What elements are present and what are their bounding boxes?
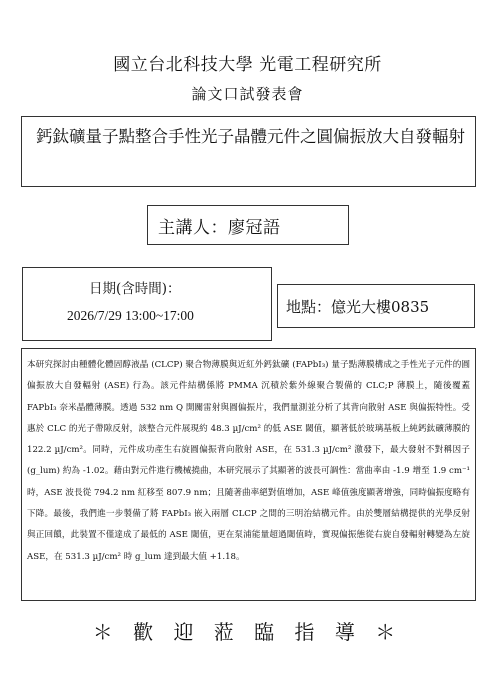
abstract-box <box>21 348 476 601</box>
thesis-title-box <box>21 116 476 187</box>
datetime-value: 2026/7/29 13:00~17:00 <box>67 308 194 323</box>
event-title: 論文口試發表會 <box>191 85 304 103</box>
institution-title: 國立台北科技大學 光電工程研究所 <box>113 55 382 75</box>
speaker-name: 主講人：廖冠語 <box>158 218 281 238</box>
datetime-label: 日期(含時間)： <box>89 281 181 297</box>
welcome-footer: ＊ 歡 迎 蒞 臨 指 導 ＊ <box>92 620 403 644</box>
venue-text: 地點：億光大樓0835 <box>286 298 430 316</box>
datetime-box <box>22 267 272 341</box>
abstract-text: 本研究探討由種體化體固醇液晶 (CLCP) 聚合物薄膜與近紅外鈣鈦礦 (FAPbI₃) 量子點薄膜構成之手性光子元件的圓偏振放大自發輻射 (ASE) 行為。該元件結構係將 PMMA 沉積於紫外線聚合製備的 CLC;P 薄膜上，隨後覆蓋 FAPbI₃ 奈米晶體薄膜。透過 532 nm Q 開關雷射與圓偏振片，我們量測並分析了其背向散射 ASE 與偏振特性。受惠於 CLC 的光子帶隙反射，該整合元件展現約 48.3 µJ/cm² 的低 ASE 閾值，顯著低於玻璃基板上純鈣鈦礦薄膜的 122.2 µJ/cm²。同時，元件成功產生右旋圓偏振背向散射 ASE，在 531.3 µJ/cm² 激發下，最大發射不對稱因子 (g_lum) 約為 -1.02。藉由對元件進行機械撓曲，本研究展示了其顯著的波長可調性：當曲率由 -1.9 增至 1.9 cm⁻¹ 時，ASE 波長從 794.2 nm 紅移至 807.9 nm；且隨著曲率絕對值增加，ASE 峰值強度顯著增強，同時偏振度略有下降。最後，我們進一步製備了將 FAPbI₃ 嵌入兩層 CLCP 之間的三明治結構元件。由於雙層結構提供的光學反射與正回饋，此裝置不僅達成了最低的 ASE 閾值，更在泵浦能量超過閾值時，實現偏振態從右旋自發輻射轉變為左旋 ASE，在 531.3 µJ/cm² 時 g_lum 達到最大值 +1.18。 <box>27 360 470 562</box>
venue-box <box>277 284 475 328</box>
thesis-title: 鈣鈦礦量子點整合手性光子晶體元件之圓偏振放大自發輻射 <box>36 127 465 146</box>
speaker-box <box>147 205 349 245</box>
